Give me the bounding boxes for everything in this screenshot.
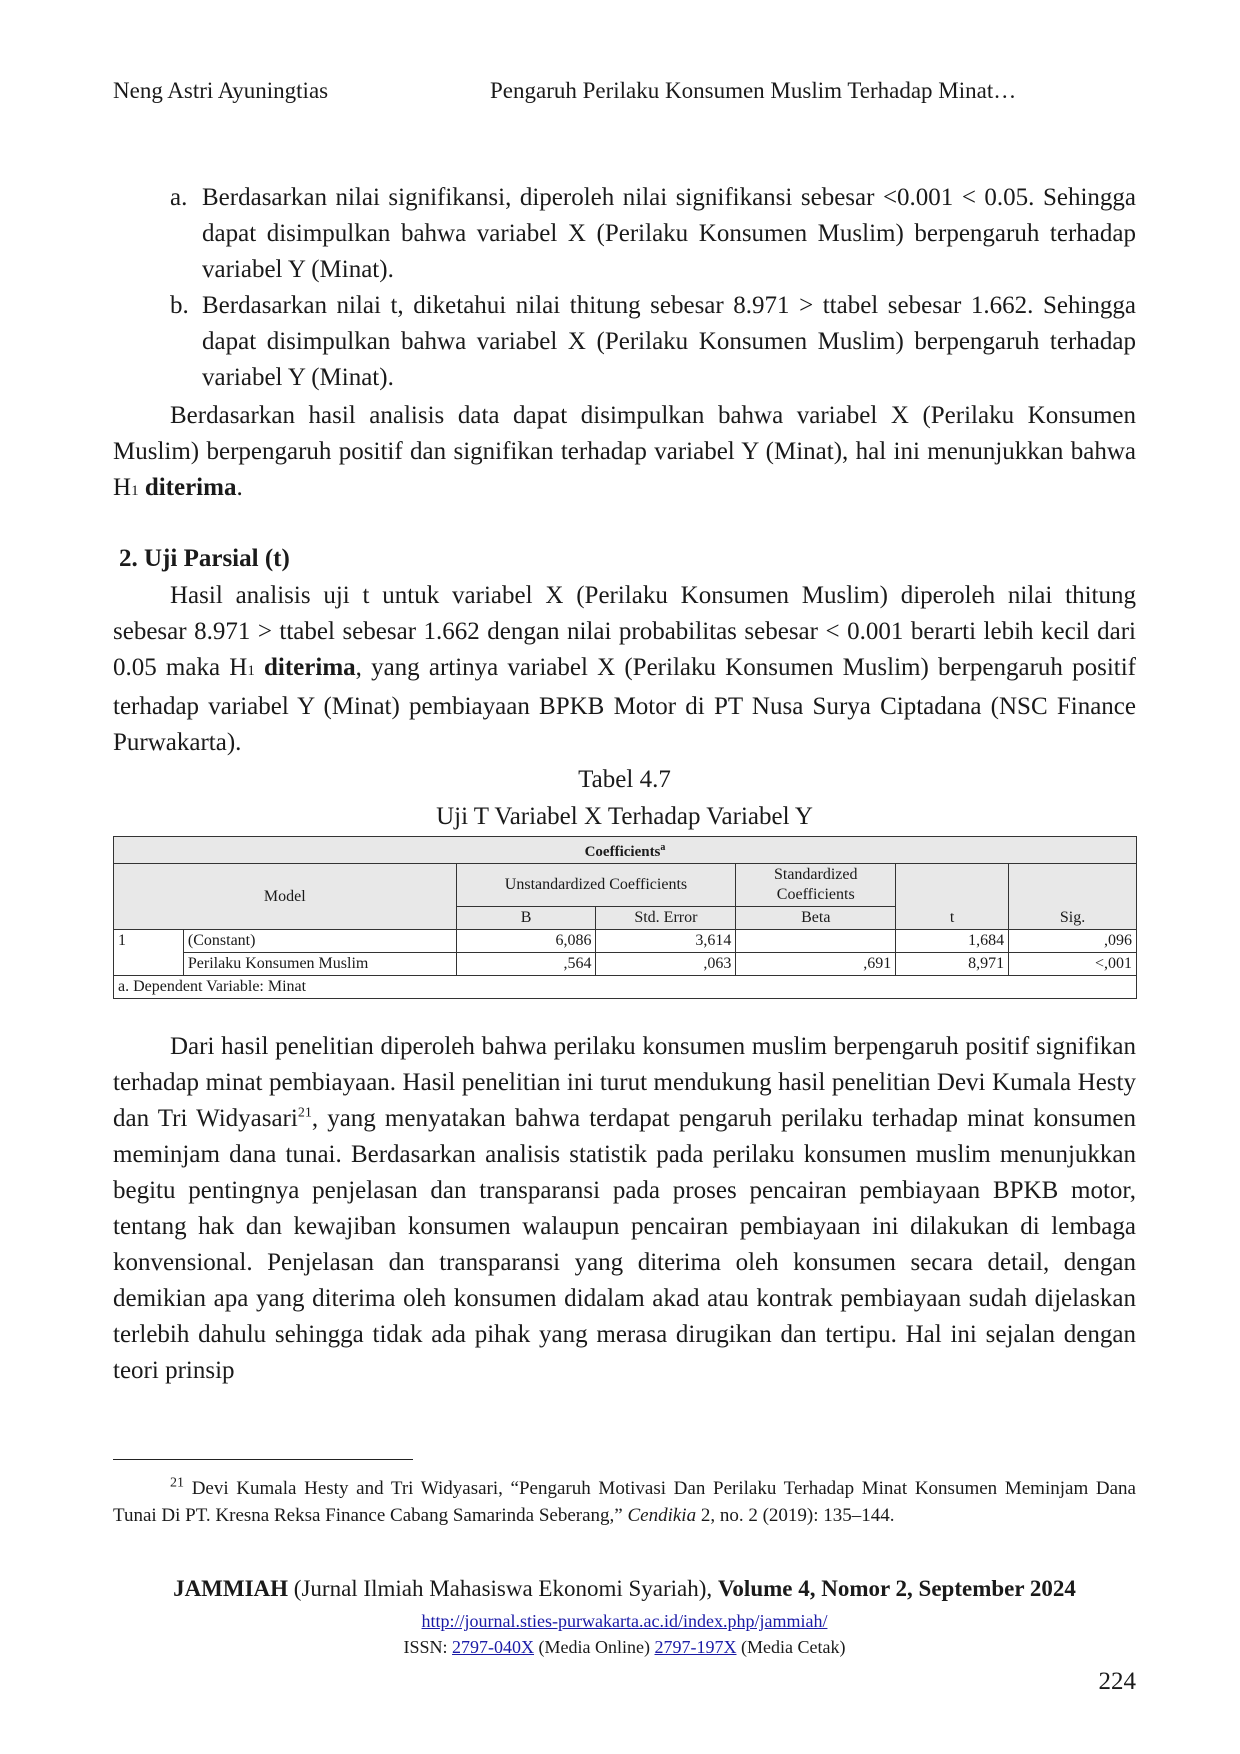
row-label: (Constant) bbox=[183, 930, 456, 953]
hypothesis-subscript: 1 bbox=[247, 663, 255, 679]
cell-beta: ,691 bbox=[736, 953, 896, 976]
emphasis-text: diterima bbox=[264, 654, 356, 681]
se-header: Std. Error bbox=[596, 907, 736, 930]
row-label: Perilaku Konsumen Muslim bbox=[183, 953, 456, 976]
journal-url-line bbox=[113, 1611, 1136, 1632]
list-item bbox=[170, 288, 1136, 396]
paragraph-text: Dari hasil penelitian diperoleh bahwa perilaku konsumen muslim berpengaruh positif signifikan terhadap minat pembiayaan. Hasil penelitian ini turut mendukung hasil penelitian Devi Kumala Hesty dan Tri Widyasari bbox=[113, 1033, 1136, 1132]
section-heading: 2. Uji Parsial (t) bbox=[119, 545, 290, 572]
table-title-row bbox=[114, 837, 1137, 864]
paragraph-text: , yang menyatakan bahwa terdapat pengaruh perilaku terhadap minat konsumen meminjam dana tunai. Berdasarkan analisis statistik pada perilaku konsumen muslim menunjukkan begitu pentingnya penjelasan dan transparansi pada proses pencairan pembiayaan BPKB motor, tentang hak dan kewajiban konsumen walaupun pencairan pembiayaan ini dilakukan di lembaga konvensional. Penjelasan dan transparansi yang diterima oleh konsumen secara detail, dengan demikian apa yang diterima oleh konsumen didalam akad atau kontrak pembiayaan sudah dijelaskan terlebih dahulu sehingga tidak ada pihak yang merasa dirugikan dan tertipu. Hal ini sejalan dengan teori prinsip bbox=[113, 1105, 1136, 1384]
cell-beta bbox=[736, 930, 896, 953]
table-title: Coefficients$^a$ bbox=[114, 837, 1137, 864]
header-title: Pengaruh Perilaku Konsumen Muslim Terhadap Minat… bbox=[490, 78, 1017, 103]
footnote-divider bbox=[113, 1459, 413, 1460]
list-marker: a. bbox=[170, 184, 188, 211]
issn-online-label: (Media Online) bbox=[538, 1637, 650, 1657]
issn-label: ISSN: bbox=[403, 1637, 448, 1657]
list-item-text: Berdasarkan nilai t, diketahui nilai thitung sebesar 8.971 > ttabel sebesar 1.662. Sehingga dapat disimpulkan bahwa variabel X (Perilaku Konsumen Muslim) berpengaruh terhadap variabel Y (Minat). bbox=[202, 292, 1136, 391]
footnote-journal: Cendikia bbox=[627, 1505, 697, 1526]
paragraph-text: Berdasarkan hasil analisis data dapat disimpulkan bahwa variabel X (Perilaku Konsumen Muslim) berpengaruh positif dan signifikan terhadap variabel Y (Minat), hal ini menunjukkan bahwa H bbox=[113, 402, 1136, 501]
table-note: a. Dependent Variable: Minat bbox=[114, 976, 1137, 999]
cell-sig: ,096 bbox=[1009, 930, 1137, 953]
table-row bbox=[114, 953, 1137, 976]
cell-t: 8,971 bbox=[896, 953, 1009, 976]
journal-url-link[interactable]: http://journal.sties-purwakarta.ac.id/index.php/jammiah/ bbox=[421, 1611, 828, 1631]
list-item bbox=[170, 180, 1136, 288]
table-row bbox=[114, 930, 1137, 953]
journal-volume: Volume 4, Nomor 2, September 2024 bbox=[717, 1576, 1076, 1601]
standardized-header: Standardized Coefficients bbox=[736, 864, 896, 907]
journal-name: (Jurnal Ilmiah Mahasiswa Ekonomi Syariah), bbox=[293, 1576, 713, 1601]
cell-b: ,564 bbox=[456, 953, 596, 976]
footnote-number: 21 bbox=[170, 1475, 184, 1491]
cell-b: 6,086 bbox=[456, 930, 596, 953]
issn-print-label: (Media Cetak) bbox=[741, 1637, 846, 1657]
footnote bbox=[113, 1475, 1136, 1529]
list-marker: b. bbox=[170, 292, 189, 319]
footnote-text: Devi Kumala Hesty and Tri Widyasari, “Pengaruh Motivasi Dan Perilaku Terhadap Minat Konsumen Meminjam Dana Tunai Di PT. Kresna Reksa Finance Cabang Samarinda Seberang,” bbox=[113, 1478, 1136, 1526]
unstandardized-header: Unstandardized Coefficients bbox=[456, 864, 736, 907]
partial-test-paragraph bbox=[113, 578, 1136, 761]
cell-sig: <,001 bbox=[1009, 953, 1137, 976]
issn-print-link[interactable]: 2797-197X bbox=[654, 1637, 737, 1657]
journal-abbrev: JAMMIAH bbox=[173, 1576, 289, 1601]
journal-footer bbox=[113, 1576, 1136, 1602]
table-caption-title: Uji T Variabel X Terhadap Variabel Y bbox=[436, 803, 813, 830]
cell-se: 3,614 bbox=[596, 930, 736, 953]
paragraph-text: Hasil analisis uji t untuk variabel X (Perilaku Konsumen Muslim) diperoleh nilai thitung sebesar 8.971 > ttabel sebesar 1.662 dengan nilai probabilitas sebesar < 0.001 berarti lebih kecil dari 0.05 maka H bbox=[113, 582, 1136, 681]
paragraph-text: , yang artinya variabel X (Perilaku Konsumen Muslim) berpengaruh positif terhadap variabel Y (Minat) pembiayaan BPKB Motor di PT Nusa Surya Ciptadana (NSC Finance Purwakarta). bbox=[113, 654, 1136, 756]
hypothesis-subscript: 1 bbox=[131, 483, 139, 499]
conclusion-paragraph bbox=[113, 398, 1136, 509]
sig-header: Sig. bbox=[1009, 864, 1137, 930]
t-header: t bbox=[896, 864, 1009, 930]
page-number: 224 bbox=[1098, 1668, 1136, 1695]
discussion-paragraph bbox=[113, 1029, 1136, 1389]
coefficients-table bbox=[113, 836, 1137, 999]
model-header: Model bbox=[114, 864, 457, 930]
table-caption-number: Tabel 4.7 bbox=[578, 766, 671, 793]
cell-t: 1,684 bbox=[896, 930, 1009, 953]
b-header: B bbox=[456, 907, 596, 930]
list-item-text: Berdasarkan nilai signifikansi, diperoleh nilai signifikansi sebesar <0.001 < 0.05. Sehingga dapat disimpulkan bahwa variabel X (Perilaku Konsumen Muslim) berpengaruh terhadap variabel Y (Minat). bbox=[202, 184, 1136, 283]
issn-line bbox=[113, 1637, 1136, 1658]
footnote-text: 2, no. 2 (2019): 135–144. bbox=[700, 1505, 895, 1526]
emphasis-text: diterima bbox=[144, 474, 237, 501]
footnote-reference[interactable]: 21 bbox=[297, 1105, 312, 1121]
beta-header: Beta bbox=[736, 907, 896, 930]
conclusion-list bbox=[170, 180, 1136, 396]
header-author: Neng Astri Ayuningtias bbox=[113, 78, 329, 103]
issn-online-link[interactable]: 2797-040X bbox=[452, 1637, 535, 1657]
model-number: 1 bbox=[114, 930, 184, 976]
cell-se: ,063 bbox=[596, 953, 736, 976]
paragraph-text: . bbox=[236, 474, 243, 501]
table-note-row bbox=[114, 976, 1137, 999]
